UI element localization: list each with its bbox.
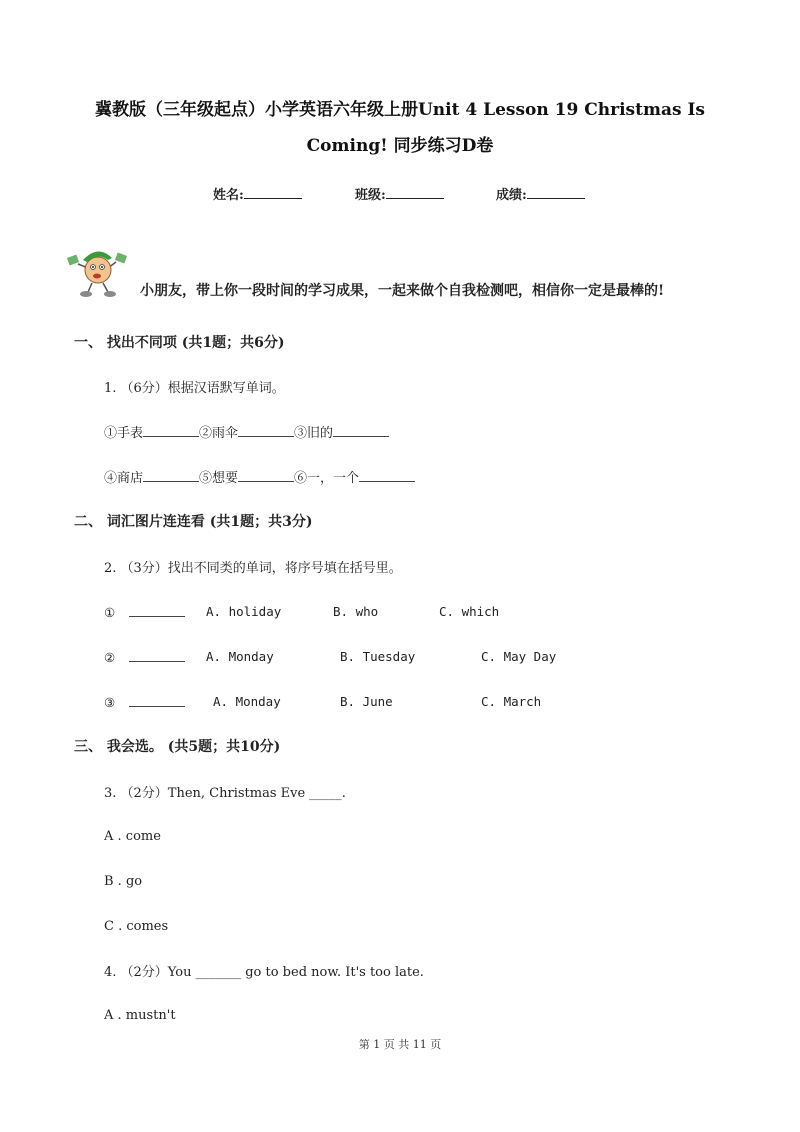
class-label: 班级: [355, 188, 386, 203]
option-b: B. who [333, 604, 379, 619]
score-field [496, 184, 585, 203]
option-c: C. which [439, 604, 500, 619]
page-number: 第 1 页 共 11 页 [358, 1038, 442, 1051]
answer-blank[interactable] [129, 649, 185, 662]
score-label: 成绩: [496, 188, 527, 203]
section-1-heading: 一、 找出不同项 (共1题；共6分) [74, 335, 285, 351]
row-number: ② [104, 650, 116, 665]
intro-text: 小朋友，带上你一段时间的学习成果，一起来做个自我检测吧，相信你一定是最棒的! [140, 283, 665, 299]
option-b: B. June [340, 694, 393, 709]
question-4-stem: 4. （2分）You _______ go to bed now. It's too late. [104, 965, 424, 980]
question-1-row-2 [104, 467, 415, 486]
item-shop: ④商店 [104, 471, 144, 486]
option-c: C. May Day [481, 649, 557, 664]
question-2-stem: 2. （3分）找出不同类的单词，将序号填在括号里。 [104, 561, 402, 576]
class-blank[interactable] [386, 186, 444, 199]
class-field [355, 184, 444, 203]
mascot-illustration [66, 242, 128, 300]
question-4-option-a[interactable]: A . mustn't [104, 1008, 176, 1023]
answer-blank[interactable] [238, 424, 294, 437]
section-3-heading: 三、 我会选。 (共5题；共10分) [74, 739, 281, 755]
item-old: ③旧的 [294, 426, 334, 441]
answer-blank[interactable] [143, 469, 199, 482]
question-1-row-1 [104, 422, 389, 441]
answer-blank[interactable] [238, 469, 294, 482]
answer-blank[interactable] [129, 694, 185, 707]
name-label: 姓名: [213, 188, 244, 203]
item-one: ⑥一，一个 [294, 471, 360, 486]
name-blank[interactable] [244, 186, 302, 199]
question-1-stem: 1. （6分）根据汉语默写单词。 [104, 381, 285, 396]
answer-blank[interactable] [143, 424, 199, 437]
title-line-1: 冀教版（三年级起点）小学英语六年级上册Unit 4 Lesson 19 Christmas Is [94, 100, 705, 120]
answer-blank[interactable] [333, 424, 389, 437]
option-a: A. holiday [206, 604, 282, 619]
item-watch: ①手表 [104, 426, 144, 441]
document-title [60, 92, 740, 164]
option-b: B. Tuesday [340, 649, 416, 664]
answer-blank[interactable] [129, 604, 185, 617]
score-blank[interactable] [527, 186, 585, 199]
question-2-row-2 [104, 649, 185, 665]
question-3-option-c[interactable]: C . comes [104, 919, 169, 934]
question-2-row-1 [104, 604, 185, 620]
question-2-row-3 [104, 694, 185, 710]
title-line-2: Coming! 同步练习D卷 [306, 136, 494, 156]
name-field [213, 184, 302, 203]
row-number: ③ [104, 695, 116, 710]
item-umbrella: ②雨伞 [199, 426, 239, 441]
option-a: A. Monday [213, 694, 281, 709]
question-3-stem: 3. （2分）Then, Christmas Eve _____. [104, 786, 346, 801]
question-3-option-b[interactable]: B . go [104, 874, 143, 889]
option-c: C. March [481, 694, 542, 709]
question-3-option-a[interactable]: A . come [104, 829, 161, 844]
option-a: A. Monday [206, 649, 274, 664]
section-2-heading: 二、 词汇图片连连看 (共1题；共3分) [74, 514, 313, 530]
item-want: ⑤想要 [199, 471, 239, 486]
answer-blank[interactable] [359, 469, 415, 482]
row-number: ① [104, 605, 116, 620]
